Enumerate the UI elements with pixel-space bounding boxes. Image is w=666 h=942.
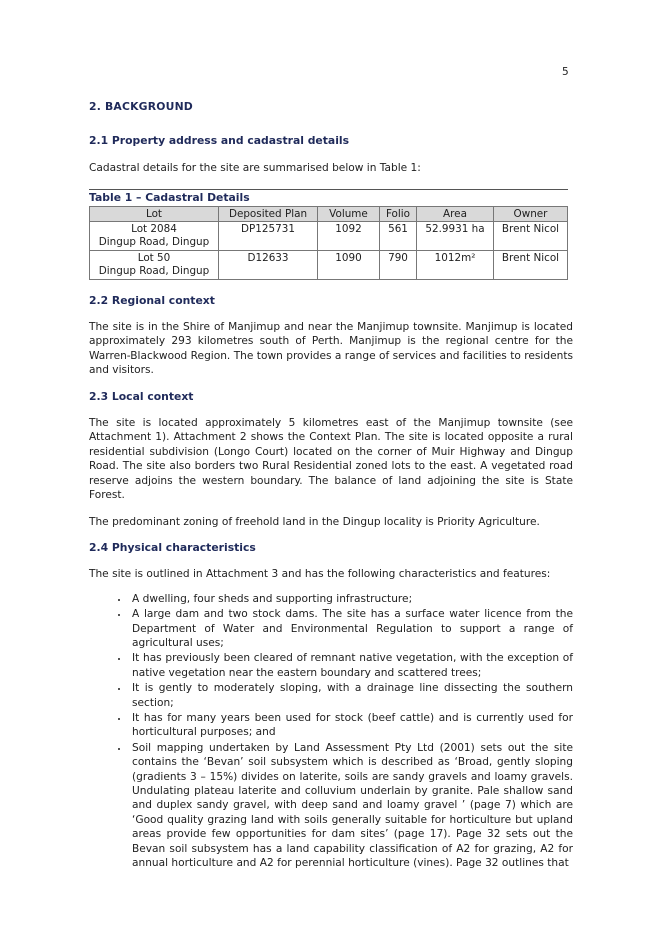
owner-cell: Brent Nicol <box>494 221 568 250</box>
table-row <box>90 250 568 279</box>
page-content <box>89 100 573 871</box>
col-lot: Lot <box>90 206 219 221</box>
plan-cell: DP125731 <box>219 221 318 250</box>
list-item: • It has previously been cleared of remnant native vegetation, with the exception of native vegetation near the eastern boundary and scattered trees; <box>129 651 573 680</box>
lot-address: Dingup Road, Dingup <box>98 235 210 248</box>
owner-cell: Brent Nicol <box>494 250 568 279</box>
area-cell: 52.9931 ha <box>417 221 494 250</box>
folio-cell: 790 <box>380 250 417 279</box>
lot-number: Lot 50 <box>137 251 171 264</box>
section-heading-background: 2. BACKGROUND <box>89 100 193 113</box>
col-owner: Owner <box>494 206 568 221</box>
local-context-paragraph: The site is located approximately 5 kilometres east of the Manjimup townsite (see Attachment 1). Attachment 2 shows the Context Plan. The site is located opposite a rural residential subdivision (Longo Court) located on the corner of Muir Highway and Dingup Road. The site also borders two Rural Residential zoned lots to the east. A vegetated road reserve adjoins the western boundary. The balance of land adjoining the site is State Forest. <box>89 417 573 502</box>
volume-cell: 1090 <box>318 250 380 279</box>
physical-intro: The site is outlined in Attachment 3 and has the following characteristics and features: <box>89 568 551 581</box>
list-item: • A dwelling, four sheds and supporting infrastructure; <box>129 592 573 606</box>
heading-regional-context: 2.2 Regional context <box>89 293 215 307</box>
list-item: • A large dam and two stock dams. The site has a surface water licence from the Department of Water and Environmental Regulation to support a range of agricultural uses; <box>129 607 573 650</box>
lot-cell <box>90 250 219 279</box>
lot-number: Lot 2084 <box>131 222 177 235</box>
lot-cell <box>90 221 219 250</box>
col-deposited-plan: Deposited Plan <box>219 206 318 221</box>
plan-cell: D12633 <box>219 250 318 279</box>
characteristics-list <box>89 592 573 871</box>
list-item: • Soil mapping undertaken by Land Assessment Pty Ltd (2001) sets out the site contains the ‘Bevan’ soil subsystem which is described as ‘Broad, gently sloping (gradients 3 – 15%) divides on laterite, soils are sandy gravels and loamy gravels. Undulating plateau laterite and colluvium underlain by granite. Pale shallow sand and duplex sandy gravel, with deep sand and loamy gravel ’ (page 7) which are ‘Good quality grazing land with soils generally suitable for horticulture but upland areas provide few opportunities for dam sites’ (page 17). Page 32 sets out the Bevan soil subsystem has a land capability classification of A2 for grazing, A2 for annual horticulture and A2 for perennial horticulture (vines). Page 32 outlines that <box>129 741 573 871</box>
col-area: Area <box>417 206 494 221</box>
cadastral-table <box>89 206 568 280</box>
zoning-paragraph: The predominant zoning of freehold land in the Dingup locality is Priority Agriculture. <box>89 515 540 528</box>
col-folio: Folio <box>380 206 417 221</box>
table-row <box>90 221 568 250</box>
folio-cell: 561 <box>380 221 417 250</box>
heading-property-address: 2.1 Property address and cadastral details <box>89 134 350 148</box>
list-item: • It has for many years been used for stock (beef cattle) and is currently used for horticultural purposes; and <box>129 711 573 740</box>
regional-context-paragraph: The site is in the Shire of Manjimup and near the Manjimup townsite. Manjimup is located approximately 293 kilometres south of Perth. Manjimup is the regional centre for the Warren-Blackwood Region. The town provides a range of services and facilities to residents and visitors. <box>89 321 573 377</box>
page-number: 5 <box>562 66 569 78</box>
area-cell: 1012m² <box>417 250 494 279</box>
table-caption: Table 1 – Cadastral Details <box>89 189 568 205</box>
volume-cell: 1092 <box>318 221 380 250</box>
table-header-row <box>90 206 568 221</box>
lot-address: Dingup Road, Dingup <box>98 264 210 277</box>
list-item: • It is gently to moderately sloping, with a drainage line dissecting the southern section; <box>129 681 573 710</box>
heading-local-context: 2.3 Local context <box>89 389 194 403</box>
cadastral-intro: Cadastral details for the site are summarised below in Table 1: <box>89 161 421 174</box>
col-volume: Volume <box>318 206 380 221</box>
heading-physical-characteristics: 2.4 Physical characteristics <box>89 540 256 554</box>
